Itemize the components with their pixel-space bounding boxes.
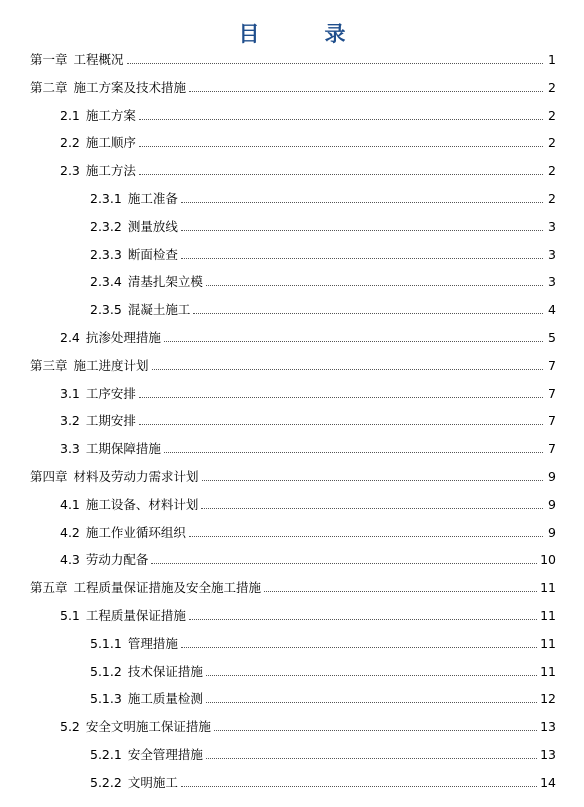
- dot-leader: [206, 675, 537, 676]
- toc-entry-page: 9: [548, 496, 556, 512]
- toc-entry[interactable]: [60, 384, 556, 404]
- toc-entry-page: 11: [540, 580, 556, 596]
- toc-entry-page: 7: [548, 441, 556, 457]
- dot-leader: [264, 591, 537, 592]
- toc-entry-number: 5.1.2: [90, 663, 122, 679]
- toc-entry-number: 2.3: [60, 163, 80, 179]
- dot-leader: [193, 313, 543, 314]
- toc-entry-title: 施工质量检测: [127, 691, 203, 707]
- toc-entry-page: 9: [548, 469, 556, 484]
- toc-entry-title: 施工方案及技术措施: [73, 79, 187, 95]
- toc-entry[interactable]: [90, 272, 556, 292]
- dot-leader: [214, 730, 537, 731]
- toc-entry-title: 混凝土施工: [127, 302, 191, 318]
- toc-entry[interactable]: [90, 634, 556, 654]
- toc-entry-page: 2: [548, 163, 556, 179]
- dot-leader: [206, 285, 543, 286]
- toc-entry-number: 3.3: [60, 441, 80, 457]
- dot-leader: [181, 647, 537, 648]
- dot-leader: [139, 397, 543, 398]
- toc-entry-number: 2.3.2: [90, 218, 122, 234]
- toc-entry-page: 13: [540, 747, 556, 762]
- toc-entry-number: 2.3.4: [90, 274, 122, 290]
- toc-entry-title: 技术保证措施: [127, 663, 203, 679]
- toc-entry-number: 3.1: [60, 385, 80, 401]
- toc-entry[interactable]: [30, 467, 556, 487]
- toc-entry-number: 2.2: [60, 135, 80, 151]
- dot-leader: [202, 480, 543, 481]
- toc-entry[interactable]: [90, 217, 556, 237]
- toc-entry-page: 5: [548, 330, 556, 345]
- dot-leader: [181, 230, 543, 231]
- dot-leader: [164, 341, 543, 342]
- toc-entry-page: 7: [548, 357, 556, 373]
- toc-entry-number: 第五章: [30, 580, 68, 596]
- toc-entry-page: 1: [548, 52, 556, 67]
- dot-leader: [189, 619, 537, 620]
- toc-entry-page: 11: [540, 608, 556, 623]
- toc-entry[interactable]: [30, 356, 556, 376]
- toc-entry-number: 5.2: [60, 719, 80, 735]
- toc-entry[interactable]: [60, 717, 556, 737]
- toc-entry-page: 2: [548, 135, 556, 151]
- toc-entry-page: 11: [540, 635, 556, 651]
- toc-entry-title: 文明施工: [127, 774, 178, 790]
- toc-entry-title: 施工准备: [127, 191, 178, 206]
- toc-entry[interactable]: [60, 133, 556, 153]
- toc-entry[interactable]: [90, 745, 556, 765]
- toc-entry[interactable]: [90, 189, 556, 209]
- toc-entry-title: 施工作业循环组织: [85, 524, 186, 540]
- dot-leader: [127, 63, 543, 64]
- dot-leader: [139, 119, 543, 120]
- toc-entry-number: 第二章: [30, 79, 68, 95]
- toc-entry[interactable]: [90, 689, 556, 709]
- toc-entry-title: 抗渗处理措施: [85, 330, 161, 345]
- toc-entry-page: 11: [540, 663, 556, 679]
- toc-entry-page: 13: [540, 719, 556, 735]
- dot-leader: [139, 146, 543, 147]
- toc-entry-number: 2.4: [60, 330, 80, 345]
- toc-title: 目 录: [238, 21, 368, 46]
- toc-entry-number: 3.2: [60, 413, 80, 429]
- toc-entry-title: 施工方法: [85, 163, 136, 179]
- toc-entry-number: 第三章: [30, 357, 68, 373]
- toc-entry-title: 断面检查: [127, 246, 178, 262]
- toc-entry-page: 3: [548, 218, 556, 234]
- toc-entry-title: 工期安排: [85, 413, 136, 429]
- toc-entry-page: 2: [548, 191, 556, 206]
- toc-entry[interactable]: [60, 106, 556, 126]
- toc-entry[interactable]: [90, 773, 556, 793]
- toc-entry[interactable]: [60, 606, 556, 626]
- toc-entry-title: 安全文明施工保证措施: [85, 719, 211, 735]
- toc-entry-title: 清基扎架立模: [127, 274, 203, 290]
- dot-leader: [189, 536, 543, 537]
- toc-entry[interactable]: [30, 50, 556, 70]
- toc-entry-title: 工程概况: [73, 52, 124, 67]
- toc-entry[interactable]: [60, 328, 556, 348]
- dot-leader: [189, 91, 543, 92]
- toc-entry[interactable]: [60, 161, 556, 181]
- toc-entry-title: 测量放线: [127, 218, 178, 234]
- toc-entry-page: 9: [548, 524, 556, 540]
- toc-entry-number: 5.1.1: [90, 635, 122, 651]
- toc-entry-title: 工期保障措施: [85, 441, 161, 457]
- toc-entry-page: 10: [540, 552, 556, 568]
- toc-entry-page: 12: [540, 691, 556, 707]
- toc-entry-number: 2.3.3: [90, 246, 122, 262]
- toc-entry[interactable]: [60, 523, 556, 543]
- toc-entry-number: 2.1: [60, 107, 80, 123]
- toc-entry-number: 5.2.1: [90, 747, 122, 762]
- toc-entry-page: 14: [540, 774, 556, 790]
- toc-entry[interactable]: [60, 439, 556, 459]
- toc-entry-title: 工程质量保证措施: [85, 608, 186, 623]
- toc-entry-page: 2: [548, 79, 556, 95]
- toc-entry-number: 5.2.2: [90, 774, 122, 790]
- toc-entry-title: 劳动力配备: [85, 552, 149, 568]
- toc-entry[interactable]: [90, 662, 556, 682]
- toc-entry-number: 2.3.1: [90, 191, 122, 206]
- toc-entry[interactable]: [90, 245, 556, 265]
- toc-entry-page: 7: [548, 385, 556, 401]
- toc-entry-title: 施工设备、材料计划: [85, 496, 199, 512]
- toc-entry-page: 3: [548, 274, 556, 290]
- toc-entry-title: 工程质量保证措施及安全施工措施: [73, 580, 262, 596]
- toc-entry-page: 4: [548, 302, 556, 318]
- dot-leader: [181, 258, 543, 259]
- toc-entry-title: 施工进度计划: [73, 357, 149, 373]
- dot-leader: [181, 202, 543, 203]
- dot-leader: [164, 452, 543, 453]
- toc-entry-number: 4.1: [60, 496, 80, 512]
- toc-entry[interactable]: [60, 411, 556, 431]
- toc-entry-title: 安全管理措施: [127, 747, 203, 762]
- toc-entry-page: 3: [548, 246, 556, 262]
- toc-entry-page: 7: [548, 413, 556, 429]
- toc-entry-number: 2.3.5: [90, 302, 122, 318]
- dot-leader: [152, 369, 543, 370]
- toc-entry[interactable]: [30, 578, 556, 598]
- toc-entry-page: 2: [548, 107, 556, 123]
- dot-leader: [206, 702, 537, 703]
- toc-entry-number: 4.2: [60, 524, 80, 540]
- toc-entry-number: 5.1: [60, 608, 80, 623]
- toc-entry[interactable]: [90, 300, 556, 320]
- toc-entry[interactable]: [30, 78, 556, 98]
- toc-entry-number: 4.3: [60, 552, 80, 568]
- toc-entry-number: 第一章: [30, 52, 68, 67]
- dot-leader: [151, 563, 537, 564]
- dot-leader: [201, 508, 543, 509]
- dot-leader: [139, 174, 543, 175]
- toc-entry-title: 施工顺序: [85, 135, 136, 151]
- toc-entry-title: 施工方案: [85, 107, 136, 123]
- toc-entry-number: 第四章: [30, 469, 68, 484]
- toc-entry-number: 5.1.3: [90, 691, 122, 707]
- toc-entry[interactable]: [60, 495, 556, 515]
- toc-entry-title: 工序安排: [85, 385, 136, 401]
- toc-entry-title: 管理措施: [127, 635, 178, 651]
- dot-leader: [181, 786, 537, 787]
- dot-leader: [206, 758, 537, 759]
- toc-entry-title: 材料及劳动力需求计划: [73, 469, 199, 484]
- toc-entry[interactable]: [60, 550, 556, 570]
- dot-leader: [139, 424, 543, 425]
